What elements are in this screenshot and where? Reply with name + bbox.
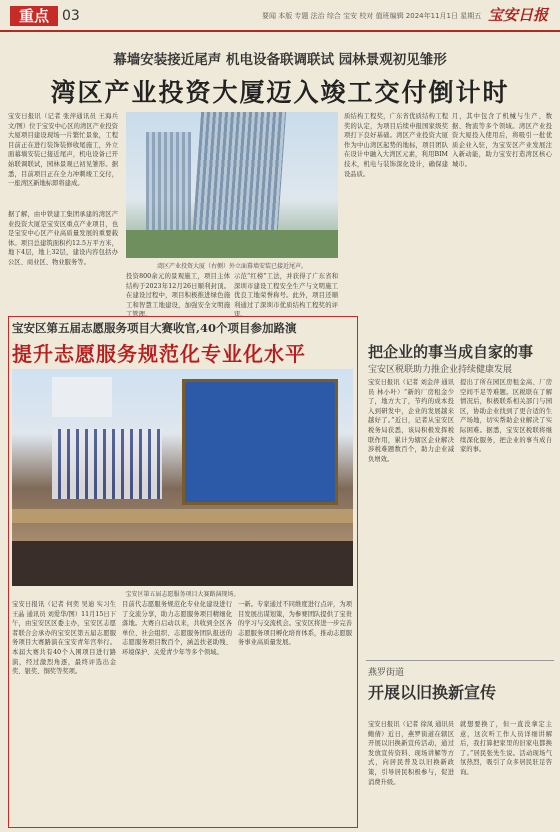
article4-headline: 开展以旧换新宣传 bbox=[368, 683, 497, 702]
article2-column-3: 一新。专家通过不同维度进行点评，为项目发展出谋划策，为参赛团队提供了宝贵的学习与交流机会。宝安区将进一步完善志愿服务项目孵化培育体系，推动志愿服务事业高质量发展。 bbox=[238, 601, 352, 647]
article1-column-2: 投资800余元的景观施工，项目主体结构于2023年12月26日顺利封顶。在建设过程中，项目积极推进绿色施工和智慧工地建设，加强安全文明施工管理。 bbox=[126, 273, 230, 319]
article2-subheadline: 宝安区第五届志愿服务项目大赛收官,40个项目参加路演 bbox=[12, 321, 297, 335]
article1-column-4: 质结构工程奖，广东省优质结构工程奖的认定，为项目后续申报国家级奖项打下良好基础。湾区产业投资大厦作为中山湾区起势的地标，项目团队在设计中融入大湾区元素，利用BIM技术，机电与装饰深化设计，确保建设品质。 bbox=[344, 113, 448, 178]
article2-event-photo bbox=[12, 369, 353, 586]
article2-photo-caption: 宝安区第五届志愿服务项目大赛路演现场。 bbox=[125, 591, 240, 598]
article2-column-2: 目前代志愿服务规范化专业化建设进行了交流分享，助力志愿服务项目精细化落地。大赛自启动以来，共收到全区各单位、社会组织、志愿服务团队报送的志愿服务项目数百个，涵盖扶老助残、环境保护、关爱青少年等多个领域。 bbox=[122, 601, 232, 656]
article3-column-2: 提出了所在园区房租金高、厂房空间不足等难题。区税联在了解情况后，积极联系相关部门与园区，协助企业找到了更合适的生产场地，切实帮助企业解决了实际困难。据悉，宝安区税联将继续深化服务，把企业的事当成自家的事。 bbox=[460, 379, 552, 454]
article1-subheadline: 幕墙安装接近尾声 机电设备联调联试 园林景观初见雏形 bbox=[113, 52, 447, 68]
article3-headline: 把企业的事当成自家的事 bbox=[368, 343, 534, 361]
article4-tag: 燕罗街道 bbox=[368, 668, 405, 678]
article3-subheadline: 宝安区税联助力推企业持续健康发展 bbox=[368, 365, 513, 375]
article2-headline: 提升志愿服务规范化专业化水平 bbox=[12, 342, 306, 366]
article4-column-1: 宝安日报讯（记者 徐凤 通讯员 鲍倩）近日，燕罗街道在辖区开展以旧换新宣传活动，通过发放宣传资料、现场讲解等方式，向居民普及以旧换新政策，引导居民积极参与，促进消费升级。 bbox=[368, 721, 454, 786]
article1-column-5: 月，其中包含了机械与生产、数据、物流等多个领域。湾区产业投资大厦投入使用后，将吸引一批优质企业入驻，为宝安区产业发展注入新动能，助力宝安打造湾区核心城市。 bbox=[452, 113, 552, 168]
article1-headline: 湾区产业投资大厦迈入竣工交付倒计时 bbox=[50, 78, 510, 107]
article1-photo-caption: 湾区产业投资大厦（右侧）外立面幕墙安装已接近尾声。 bbox=[156, 263, 307, 270]
newspaper-logo: 宝安日报 bbox=[488, 6, 549, 24]
article1-column-3: 示范“红榜”工法，并获得了广东省和深圳市建设工程安全生产与文明施工优良工地荣誉称号。此外，项目还顺利通过了深圳市优质结构工程奖的评审。 bbox=[234, 273, 338, 319]
section-badge: 重点 bbox=[10, 6, 58, 26]
article3-column-1: 宝安日报讯（记者 刘金萍 通讯员 林小叶）“新的厂房租金少了，地方大了，节约的成本投入到研发中，企业的发展越来越好了。”近日，记者从宝安区税务局获悉，该局积极发挥税联作用，累计为辖区企业解决涉税难题数百个，助力企业减负增效。 bbox=[368, 379, 454, 463]
page-number: 03 bbox=[62, 8, 80, 24]
divider bbox=[366, 660, 554, 661]
article2-column-1: 宝安日报讯（记者 何奕 吴迪 实习生 王晶 通讯员 刘爱华/图）11月15日下午，由宝安区区委主办，宝安区志愿者联合会承办的宝安区第五届志愿服务项目大赛路演在宝安青年宫举行。本届大赛共有40个入围项目进行路演，经过激烈角逐，最终评选出金奖、银奖、铜奖等奖项。 bbox=[12, 601, 117, 676]
article1-building-photo bbox=[126, 112, 338, 258]
header-meta: 要闻 本版 专题 法治 综合 宝安 校对 值班编辑 2024年11月1日 星期五 bbox=[262, 12, 482, 20]
article1-column-1: 宝安日报讯（记者 张萍通讯员 王海兵 文/图）位于宝安中心区的湾区产业投资大厦项目建设现场一片繁忙景象，工程目前正在进行装饰装修收尾施工，外立面幕墙安装已接近尾声，机电设备已开始联调联试，园林景观已初见雏形。据悉，目前项目正在全力冲刺竣工交付，一座湾区新地标即将建成。 bbox=[8, 113, 118, 188]
article4-column-2: 就想要换了，但一直没拿定主意，这次听工作人员详细讲解后，我打算把家里的旧家电都换了。”居民张先生说。活动现场气氛热烈，吸引了众多居民驻足咨询。 bbox=[460, 721, 552, 776]
article1-column-1b: 据了解，由中铁建工集团承建的湾区产业投资大厦是宝安区重点产业项目，也是宝安中心区产业高质量发展的重要载体。项目总建筑面积约12.5万平方米，地下4层，地上32层，建设内容包括办公区、商业区、物业服务等。 bbox=[8, 211, 118, 266]
